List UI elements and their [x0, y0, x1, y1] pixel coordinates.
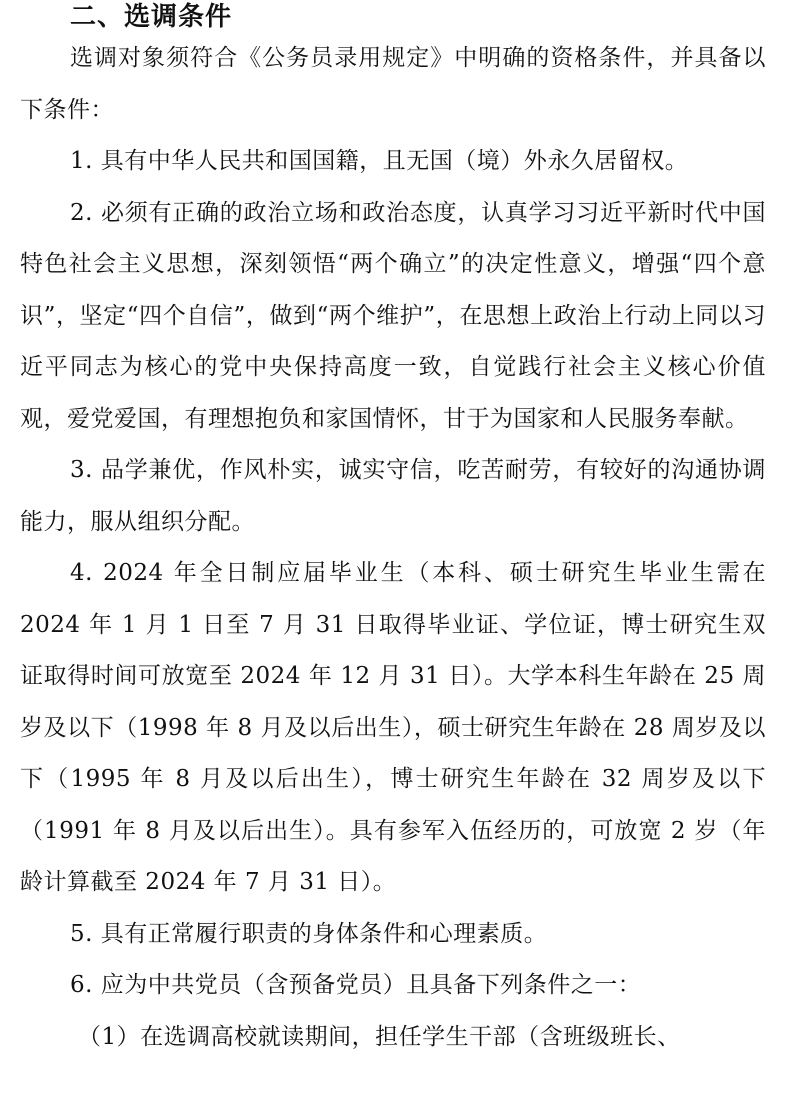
condition-6-paragraph: 6. 应为中共党员（含预备党员）且具备下列条件之一：	[70, 972, 642, 998]
condition-6-item-1-paragraph: （1）在选调高校就读期间，担任学生干部（含班级班长、	[78, 1023, 681, 1050]
section-heading: 二、选调条件	[70, 2, 233, 32]
condition-4-paragraph: 4. 2024 年全日制应届毕业生（本科、硕士研究生毕业生需在 2024 年 1 月 1 日至 7 月 31 日取得毕业证、学位证，博士研究生双证取得时间可放宽至 2024 年 12 月 31 日）。大学本科生年龄在 25 周岁及以下（1998 年 8 月及以后出生），硕士研究生年龄在 28 周岁及以下（1995 年 8 月及以后出生），博士研究生年龄在 32 周岁及以下（1991 年 8 月及以后出生）。具有参军入伍经历的，可放宽 2 岁（年龄计算截至 2024 年 7 月 31 日）。	[20, 560, 766, 895]
condition-5-paragraph: 5. 具有正常履行职责的身体条件和心理素质。	[70, 920, 548, 947]
intro-paragraph: 选调对象须符合《公务员录用规定》中明确的资格条件，并具备以下条件：	[20, 45, 766, 123]
condition-2-paragraph: 2. 必须有正确的政治立场和政治态度，认真学习习近平新时代中国特色社会主义思想，深刻领悟“两个确立”的决定性意义，增强“四个意识”，坚定“四个自信”，做到“两个维护”，在思想上政治上行动上同以习近平同志为核心的党中央保持高度一致，自觉践行社会主义核心价值观，爱党爱国，有理想抱负和家国情怀，甘于为国家和人民服务奉献。	[20, 199, 766, 432]
condition-3-paragraph: 3. 品学兼优，作风朴实，诚实守信，吃苦耐劳，有较好的沟通协调能力，服从组织分配。	[20, 457, 766, 535]
condition-1-paragraph: 1. 具有中华人民共和国国籍，且无国（境）外永久居留权。	[70, 148, 689, 174]
